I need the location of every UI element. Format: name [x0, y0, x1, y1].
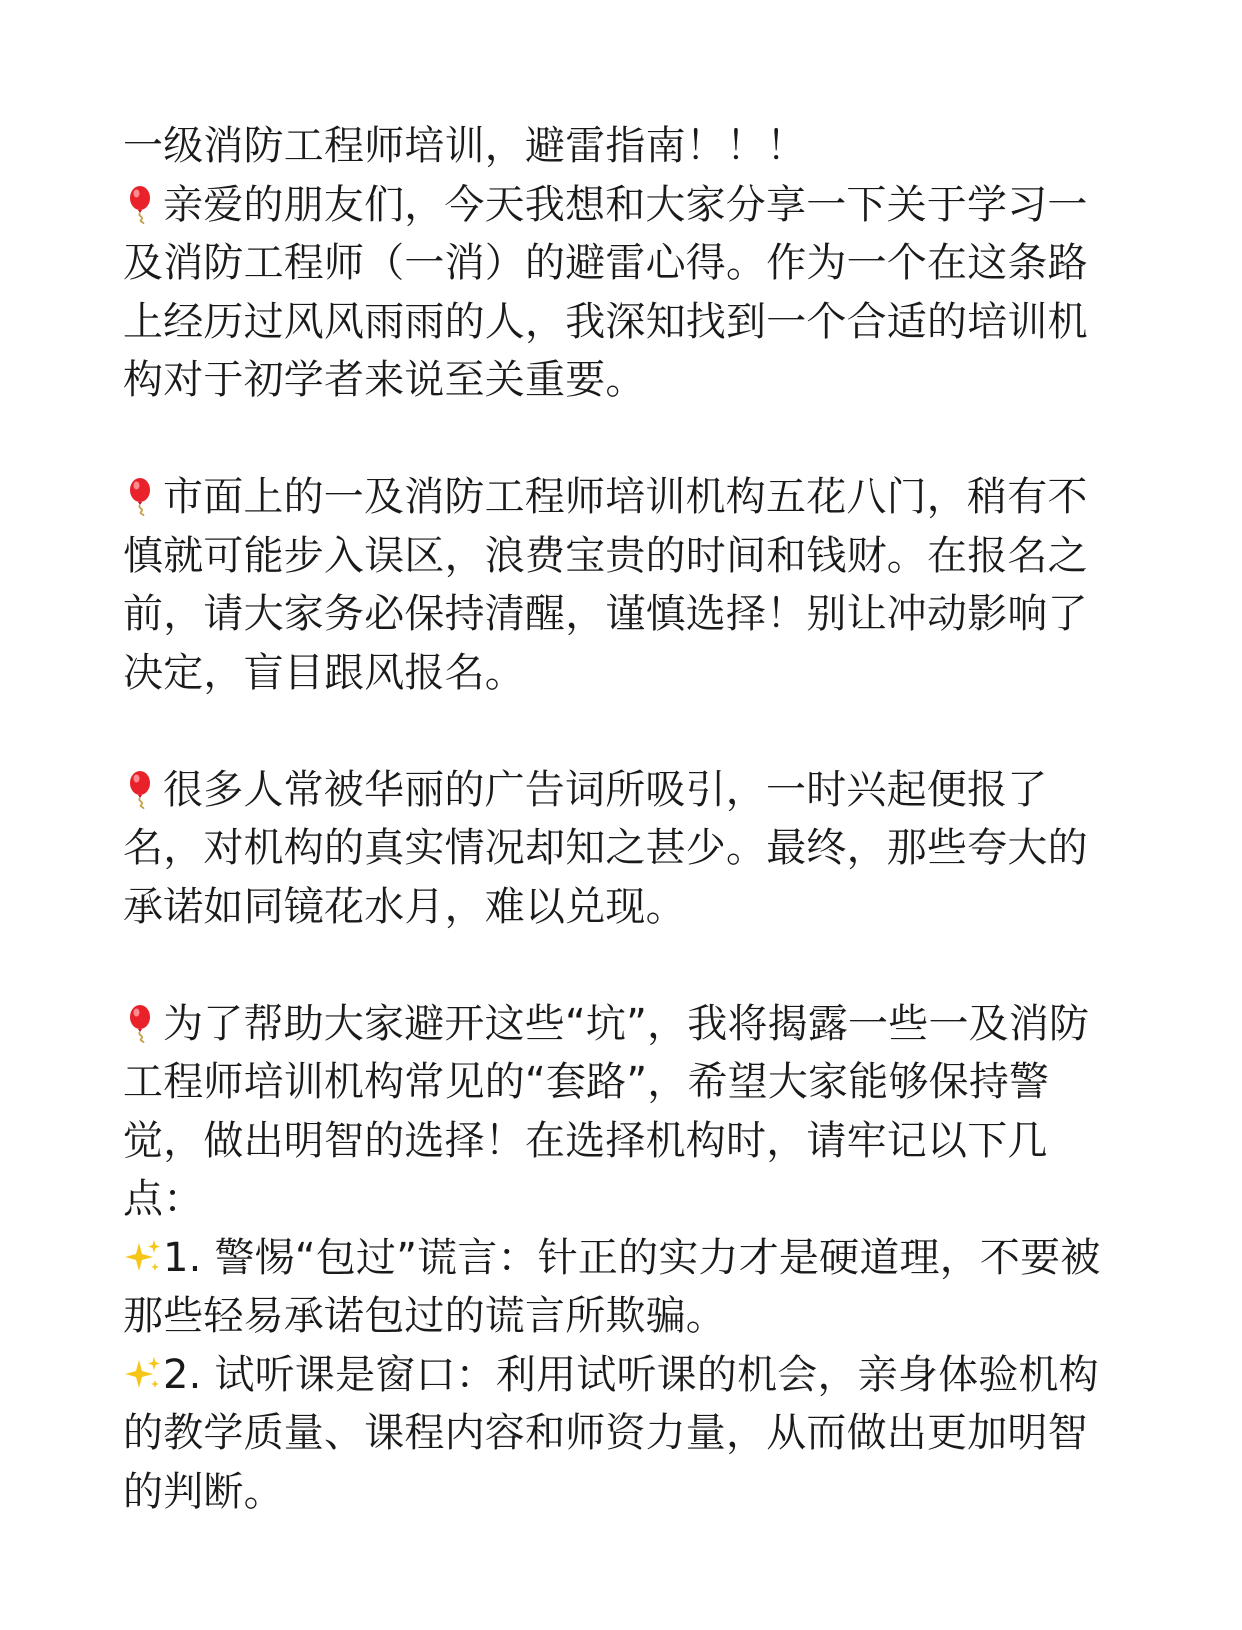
paragraph-1: [123, 176, 1123, 410]
paragraph-4: [123, 995, 1123, 1229]
tip-2: [123, 1346, 1123, 1522]
post-title: 一级消防工程师培训，避雷指南！！！: [123, 123, 807, 169]
paragraph-spacer: [123, 702, 1123, 761]
paragraph-4-text: 为了帮助大家避开这些“坑”，我将揭露一些一及消防工程师培训机构常见的“套路”，希望大家能够保持警觉，做出明智的选择！在选择机构时，请牢记以下几点：: [123, 1000, 1090, 1222]
paragraph-2: [123, 468, 1123, 702]
paragraph-1-text: 亲爱的朋友们，今天我想和大家分享一下关于学习一及消防工程师（一消）的避雷心得。作为一个在这条路上经历过风风雨雨的人，我深知找到一个合适的培训机构对于初学者来说至关重要。: [123, 181, 1088, 403]
balloon-icon: [123, 184, 163, 224]
sparkles-icon: [123, 1354, 163, 1394]
tip-1-text: 1. 警惕“包过”谎言：针正的实力才是硬道理，不要被那些轻易承诺包过的谎言所欺骗。: [123, 1234, 1101, 1339]
paragraph-3-text: 很多人常被华丽的广告词所吸引，一时兴起便报了名，对机构的真实情况却知之甚少。最终，那些夸大的承诺如同镜花水月，难以兑现。: [123, 766, 1088, 930]
paragraph-spacer: [123, 936, 1123, 995]
balloon-icon: [123, 769, 163, 809]
paragraph-2-text: 市面上的一及消防工程师培训机构五花八门，稍有不慎就可能步入误区，浪费宝贵的时间和钱财。在报名之前，请大家务必保持清醒，谨慎选择！别让冲动影响了决定，盲目跟风报名。: [123, 474, 1088, 696]
balloon-icon: [123, 476, 163, 516]
tip-1: [123, 1229, 1123, 1346]
sparkles-icon: [123, 1237, 163, 1277]
paragraph-3: [123, 761, 1123, 937]
paragraph-spacer: [123, 410, 1123, 469]
tip-2-text: 2. 试听课是窗口：利用试听课的机会，亲身体验机构的教学质量、课程内容和师资力量，从而做出更加明智的判断。: [123, 1351, 1099, 1515]
balloon-icon: [123, 1003, 163, 1043]
post-content: [123, 117, 1123, 1521]
